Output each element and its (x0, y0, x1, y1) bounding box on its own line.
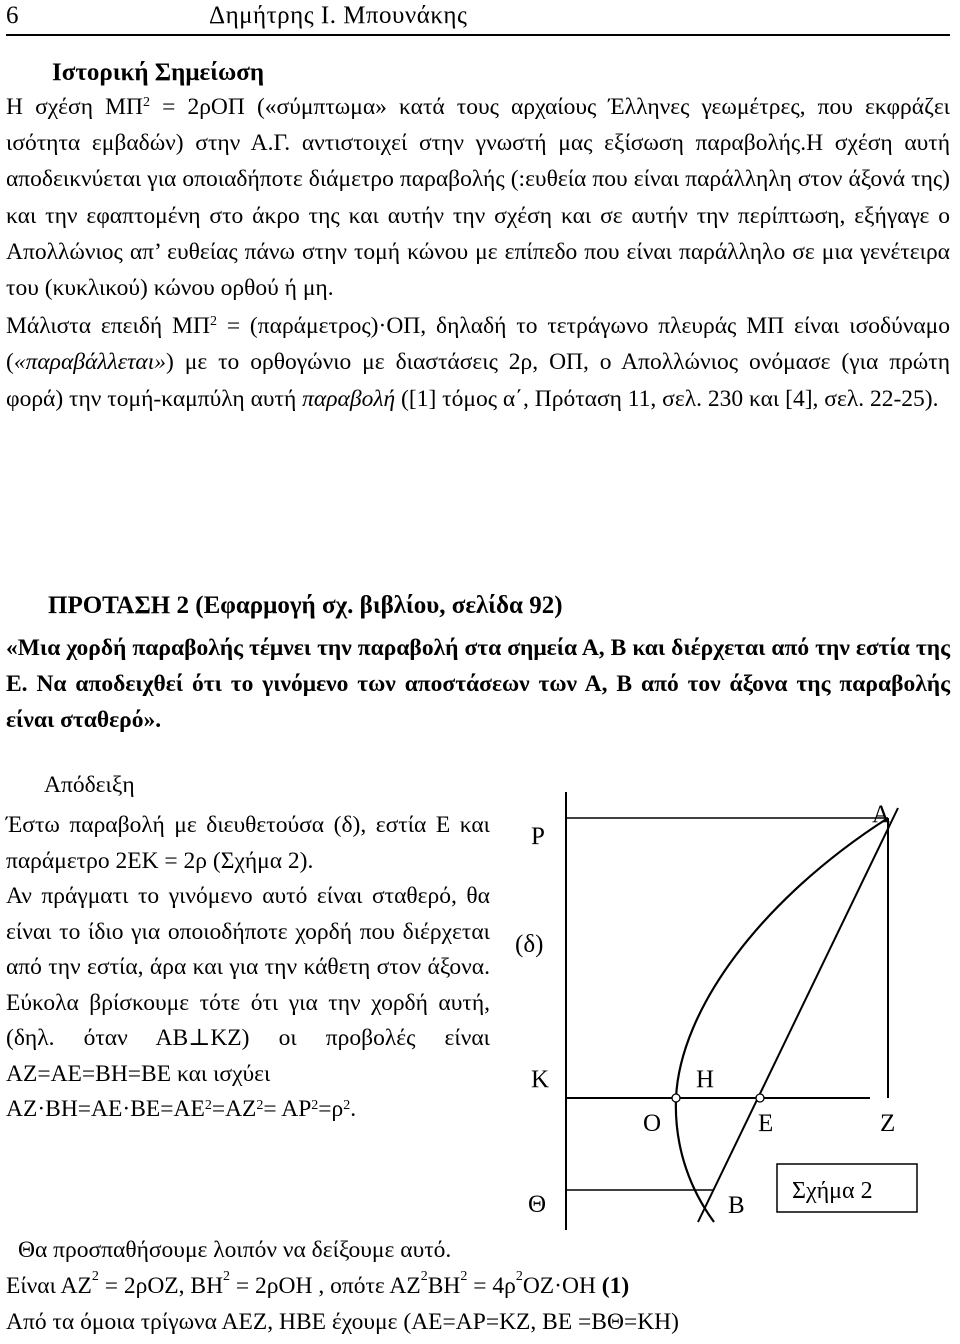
history-paragraph-1: Η σχέση $M\Pi^2 = 2\rho O\Pi$ («σύμπτωμα» κατά τους αρχαίους Έλληνες γεωμέτρες, που εκφράζει ισότητα εμβαδών) στην Α.Γ. αντιστοιχεί στην γνωστή μας εξίσωση παραβολής.Η σχέση αυτή αποδεικνύεται για οποιαδήποτε διάμετρο παραβολής (:ευθεία που είναι παράλληλη στον άξονά της) και την εφαπτομένη στο άκρο της και αυτήν την σχέση και σε αυτήν την περίπτωση, εξήγαγε ο Απολλώνιος απ’ ευθείας πάνω στην τομή κώνου με επίπεδο που είναι παράλληλο σε μια γενέτειρα του (κυκλικού) κώνου ορθού ή μη. (6, 94, 951, 302)
label-z: Ζ (880, 1110, 896, 1137)
history-block (6, 89, 950, 417)
proof-column (6, 808, 490, 1128)
proof-equation-1: $AZ\cdot BH=AE\cdot BE=AE^2=AZ^2= AP^2=\rho^2$. (6, 1096, 357, 1122)
label-delta: (δ) (515, 931, 544, 958)
page-header (6, 0, 950, 36)
point-e-marker (756, 1094, 764, 1102)
running-author: Δημήτρης Ι. Μπουνάκης (209, 2, 468, 29)
figure-caption: Σχήμα 2 (792, 1178, 873, 1204)
label-o: Ο (643, 1110, 662, 1137)
parabola-curve (676, 818, 888, 1222)
proof-last-line: Από τα όμοια τρίγωνα ΑΕΖ, ΗΒΕ έχουμε (ΑΕ=ΑΡ=ΚΖ, ΒΕ =ΒΘ=ΚΗ) (6, 1309, 679, 1335)
label-k: Κ (531, 1066, 550, 1093)
proposition-statement: «Μια χορδή παραβολής τέμνει την παραβολή στα σημεία Α, Β και διέρχεται από την εστία της Ε. Να αποδειχθεί ότι το γινόμενο των αποστάσεων των Α, Β από τον άξονα της παραβολής είναι σταθερό». (6, 635, 950, 733)
focal-chord (698, 808, 898, 1222)
proof-paragraph-2: Αν πράγματι το γινόμενο αυτό είναι σταθερό, θα είναι το ίδιο για οποιοδήποτε χορδή που διέρχεται από την εστία, άρα και για την κάθετη στον άξονα. Εύκολα βρίσκουμε τότε ότι για την χορδή αυτή,(δηλ. όταν ΑΒ⊥ΚΖ) οι προβολές είναι ΑΖ=ΑΕ=ΒΗ=ΒΕ και ισχύει (6, 883, 490, 1087)
page-number: 6 (6, 2, 19, 29)
history-paragraph-2: Μάλιστα επειδή $M\Pi^2 = (\pi\alpha\rho ά\mu\varepsilon\tau\rho o\varsigma)\cdot O\Pi$, δηλαδή το τετράγωνο πλευράς ΜΠ είναι ισοδύναμο («παραβάλλεται») με το ορθογώνιο με διαστάσεις 2ρ, ΟΠ, ο Απολλώνιος ονόμασε (για πρώτη φορά) την τομή-καμπύλη αυτή παραβολή ([1] τόμος α΄, Πρόταση 11, σελ. 230 και [4], σελ. 22-25). (6, 313, 951, 412)
label-a: Α (872, 801, 891, 828)
label-b: Β (728, 1192, 745, 1219)
proposition-title: ΠΡΟΤΑΣΗ 2 (Εφαρμογή σχ. βιβλίου, σελίδα 92) (48, 592, 563, 619)
proof-intent-line: Θα προσπαθήσουμε λοιπόν να δείξουμε αυτό. (18, 1237, 452, 1263)
point-h-marker (672, 1094, 680, 1102)
proof-equation-2: Είναι $AZ^2 = 2\rho OZ$, $BH^2 = 2\rho OH$ , οπότε $AZ^2BH^2 = 4\rho^2OZ\cdot OH$ (1) (6, 1269, 630, 1299)
label-p: Ρ (531, 823, 545, 850)
label-e: Ε (758, 1110, 774, 1137)
proof-paragraph-1: Έστω παραβολή με διευθετούσα (δ), εστία Ε και παράμετρο 2ΕΚ = 2ρ (Σχήμα 2). (6, 812, 490, 874)
figure-2 (500, 785, 960, 1245)
label-theta: Θ (528, 1191, 547, 1218)
history-title: Ιστορική Σημείωση (52, 59, 265, 86)
proof-heading: Απόδειξη (44, 772, 135, 798)
label-h: Η (696, 1066, 715, 1093)
